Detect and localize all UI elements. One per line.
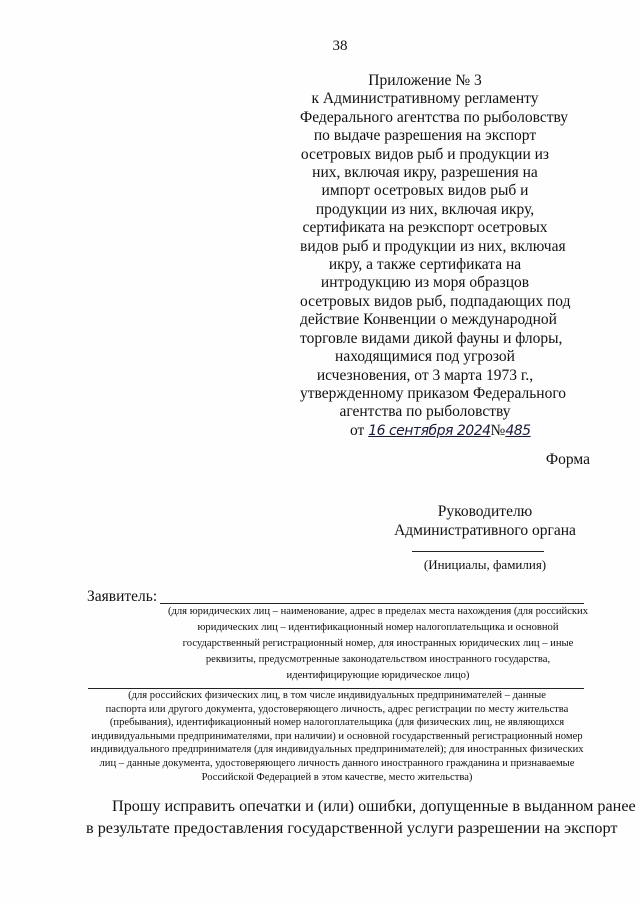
addressee-line1: Руководителю (437, 503, 533, 520)
legal-note-line: государственный регистрационный номер, для иностранных юридических лиц – иные (182, 638, 574, 649)
phys-note-line: лиц – данные документа, удостоверяющего личность данного иностранного гражданина и признаваемые (99, 757, 575, 769)
appendix-line: утвержденному приказом Федерального (300, 384, 567, 402)
page-number: 38 (332, 38, 348, 54)
appendix-line: находящимися под угрозой (335, 348, 515, 366)
request-line: в результате предоставления государственной услуги разрешении на экспорт (86, 819, 618, 837)
order-number-handwritten: 485 (505, 422, 531, 439)
appendix-line: икру, а также сертификата на (328, 256, 522, 274)
addressee-block (370, 502, 600, 540)
appendix-line: осетровых видов рыб и продукции из (300, 145, 550, 163)
request-paragraph (86, 795, 636, 839)
appendix-line: продукции из них, включая икру, (315, 200, 535, 218)
legal-entity-note (160, 604, 596, 684)
phys-note-line: паспорта или другого документа, удостоверяющего личность, адрес регистрации по месту жительства (105, 703, 569, 715)
appendix-line: импорт осетровых видов рыб и (321, 182, 529, 200)
phys-note-line: (для российских физических лиц, в том числе индивидуальных предпринимателей – данные (128, 690, 546, 701)
order-prefix: от (350, 421, 365, 439)
order-date-handwritten: 16 сентября 2024 (368, 422, 491, 439)
appendix-line: по выдаче разрешения на экспорт (313, 127, 537, 145)
appendix-line: них, включая икру, разрешения на (312, 164, 538, 182)
legal-note-line: юридических лиц – идентификационный номер налогоплательщика и основной (197, 622, 559, 633)
form-label: Форма (545, 451, 590, 468)
appendix-line: агентства по рыболовству (339, 403, 511, 421)
appendix-line: Приложение № 3 (368, 72, 482, 89)
appendix-line: торговле видами дикой фауны и флоры, (300, 329, 563, 347)
appendix-line: осетровых видов рыб, подпадающих под (300, 292, 571, 310)
appendix-line: действие Конвенции о международной (300, 311, 557, 329)
phys-note-line: Российской Федерацией в этом качестве, место жительства) (201, 771, 473, 783)
legal-note-line: реквизиты, предусмотренные законодательством иностранного государства, (205, 654, 551, 665)
request-line: Прошу исправить опечатки и (или) ошибки, допущенные в выданном ранее (112, 797, 636, 815)
physical-person-note (80, 689, 594, 784)
appendix-line: исчезновения, от 3 марта 1973 г., (316, 366, 534, 384)
applicant-label: Заявитель: (87, 588, 158, 605)
initials-hint: (Инициалы, фамилия) (423, 557, 547, 572)
appendix-line: видов рыб и продукции из них, включая (300, 237, 566, 255)
appendix-line: сертификата на реэкспорт осетровых (302, 219, 548, 237)
appendix-header (300, 72, 571, 440)
phys-note-line: индивидуального предпринимателя (для индивидуальных предпринимателей); для иностранных физических (90, 744, 584, 756)
phys-note-line: индивидуальными предпринимателями, при наличии) и основной государственный регистрационный номер (91, 730, 583, 742)
appendix-line: интродукцию из моря образцов (320, 274, 530, 292)
legal-note-line: идентифицирующие юридическое лицо) (286, 670, 470, 681)
initials-blank-line (412, 551, 544, 552)
order-number-label: № (490, 421, 506, 439)
order-reference (300, 422, 550, 440)
addressee-line2: Административного органа (394, 522, 576, 539)
legal-note-line: (для юридических лиц – наименование, адрес в пределах места нахождения (для российских (167, 606, 589, 617)
phys-note-line: (пребывания), идентификационный номер налогоплательщика (для физических лиц, не являющихся (109, 717, 565, 729)
appendix-line: к Административному регламенту (311, 90, 539, 108)
appendix-line: Федерального агентства по рыболовству (300, 108, 569, 126)
